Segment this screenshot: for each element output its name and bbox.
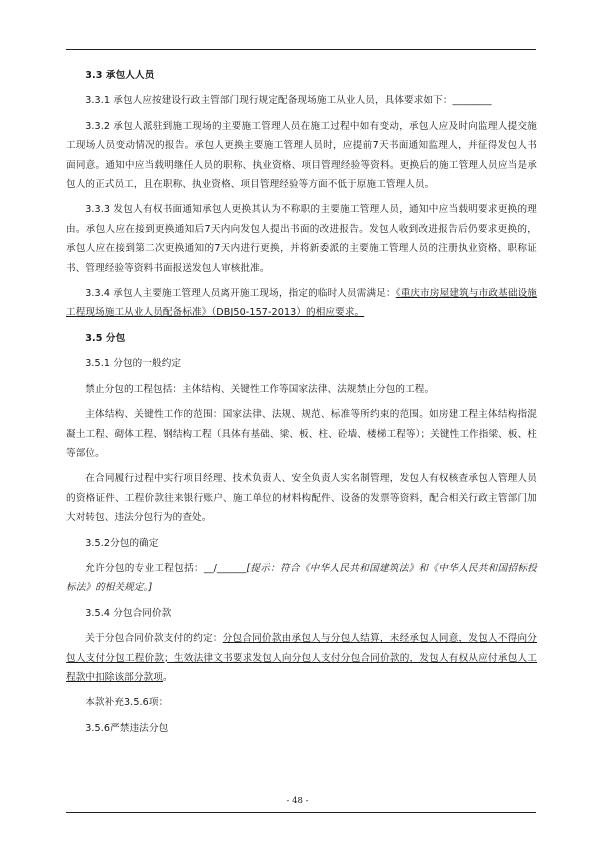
- section-heading-3-5: 3.5 分包: [85, 332, 126, 344]
- header-rule: [66, 49, 536, 50]
- paragraph-3-5-2: [66, 559, 537, 598]
- paragraph-3-5-4: [66, 629, 537, 687]
- paragraph-3-5-4-text: 关于分包合同价款支付的约定：: [85, 633, 223, 645]
- document-body: [66, 66, 537, 738]
- paragraph-3-3-1-text: 3.3.1 承包人应按建设行政主管部门现行规定配备现场施工从业人员，具体要求如下：: [85, 95, 453, 107]
- footer-rule: [66, 812, 536, 813]
- hint-note: [提示：符合《中华人民共和国建筑法》和《中华人民共和国招标投标法》的相关规定。]: [66, 562, 537, 594]
- paragraph-3-5-1-c: 在合同履行过程中实行项目经理、技术负责人、安全负责人实名制管理，发包人有权核查承包人管理人员的资格证件、工程价款往来银行账户、施工单位的材料构配件、设备的发票等资料，配合相关行政主管部门加大对转包、违法分包行为的查处。: [66, 473, 537, 524]
- paragraph-3-5-6: 3.5.6严禁违法分包: [85, 722, 169, 734]
- paragraph-3-3-1: [66, 91, 537, 110]
- paragraph-supplement: 本款补充3.5.6项：: [85, 697, 169, 709]
- paragraph-3-5-2-text: 允许分包的专业工程包括：: [85, 562, 204, 574]
- standard-reference: 《重庆市房屋建筑与市政基础设施工程现场施工从业人员配备标准》（DBJ50-157-2013）的相应要求。: [66, 288, 537, 319]
- paragraph-3-3-2: 3.3.2 承包人派驻到施工现场的主要施工管理人员在施工过程中如有变动，承包人应及时向监理人提交施工现场人员变动情况的报告。承包人更换主要施工管理人员时，应提前7天书面通知监理人，并征得发包人书面同意。通知中应当载明继任人员的职称、执业资格、项目管理经验等资料。更换后的施工管理人员应当是承包人的正式员工，且在职称、执业资格、项目管理经验等方面不低于原施工管理人员。: [66, 120, 537, 191]
- payment-clause: 分包合同价款由承包人与分包人结算，未经承包人同意，发包人不得向分包人支付分包工程价款；生效法律文书要求发包人向分包人支付分包合同价款的，发包人有权从应付承包人工程款中扣除该部分款项: [66, 633, 537, 683]
- paragraph-3-3-3: 3.3.3 发包人有权书面通知承包人更换其认为不称职的主要施工管理人员，通知中应当载明要求更换的理由。承包人应在接到更换通知后7天内向发包人提出书面的改进报告。发包人收到改进报告后仍要求更换的，承包人应在接到第二次更换通知的7天内进行更换，并将新委派的主要施工管理人员的注册执业资格、职称证书、管理经验等资料书面报送发包人审核批准。: [66, 204, 537, 274]
- fill-blank: ________: [452, 95, 492, 107]
- paragraph-3-5-4-title: 3.5.4 分包合同价款: [85, 607, 172, 619]
- paragraph-3-5-2-title: 3.5.2分包的确定: [85, 537, 159, 549]
- paragraph-3-5-1-b: 主体结构、关键性工作的范围：国家法律、法规、规范、标准等所约束的范围。如房建工程主体结构指混凝土工程、砌体工程、钢结构工程（具体有基础、梁、板、柱、砼墙、楼梯工程等）；关键性工作指梁、板、柱等部位。: [66, 409, 537, 459]
- paragraph-3-3-4: [66, 284, 537, 323]
- fill-blank: __/______: [203, 562, 247, 574]
- section-heading-3-3: 3.3 承包人人员: [85, 70, 155, 81]
- paragraph-3-5-1-a: 禁止分包的工程包括：主体结构、关键性工作等国家法律、法规禁止分包的工程。: [85, 383, 435, 395]
- page-number: - 48 -: [286, 796, 309, 806]
- paragraph-3-5-1-title: 3.5.1 分包的一般约定: [85, 358, 182, 370]
- paragraph-end-mark: 。: [162, 671, 173, 683]
- paragraph-3-3-4-text: 3.3.4 承包人主要施工管理人员离开施工现场，指定的临时人员需满足：: [85, 288, 396, 300]
